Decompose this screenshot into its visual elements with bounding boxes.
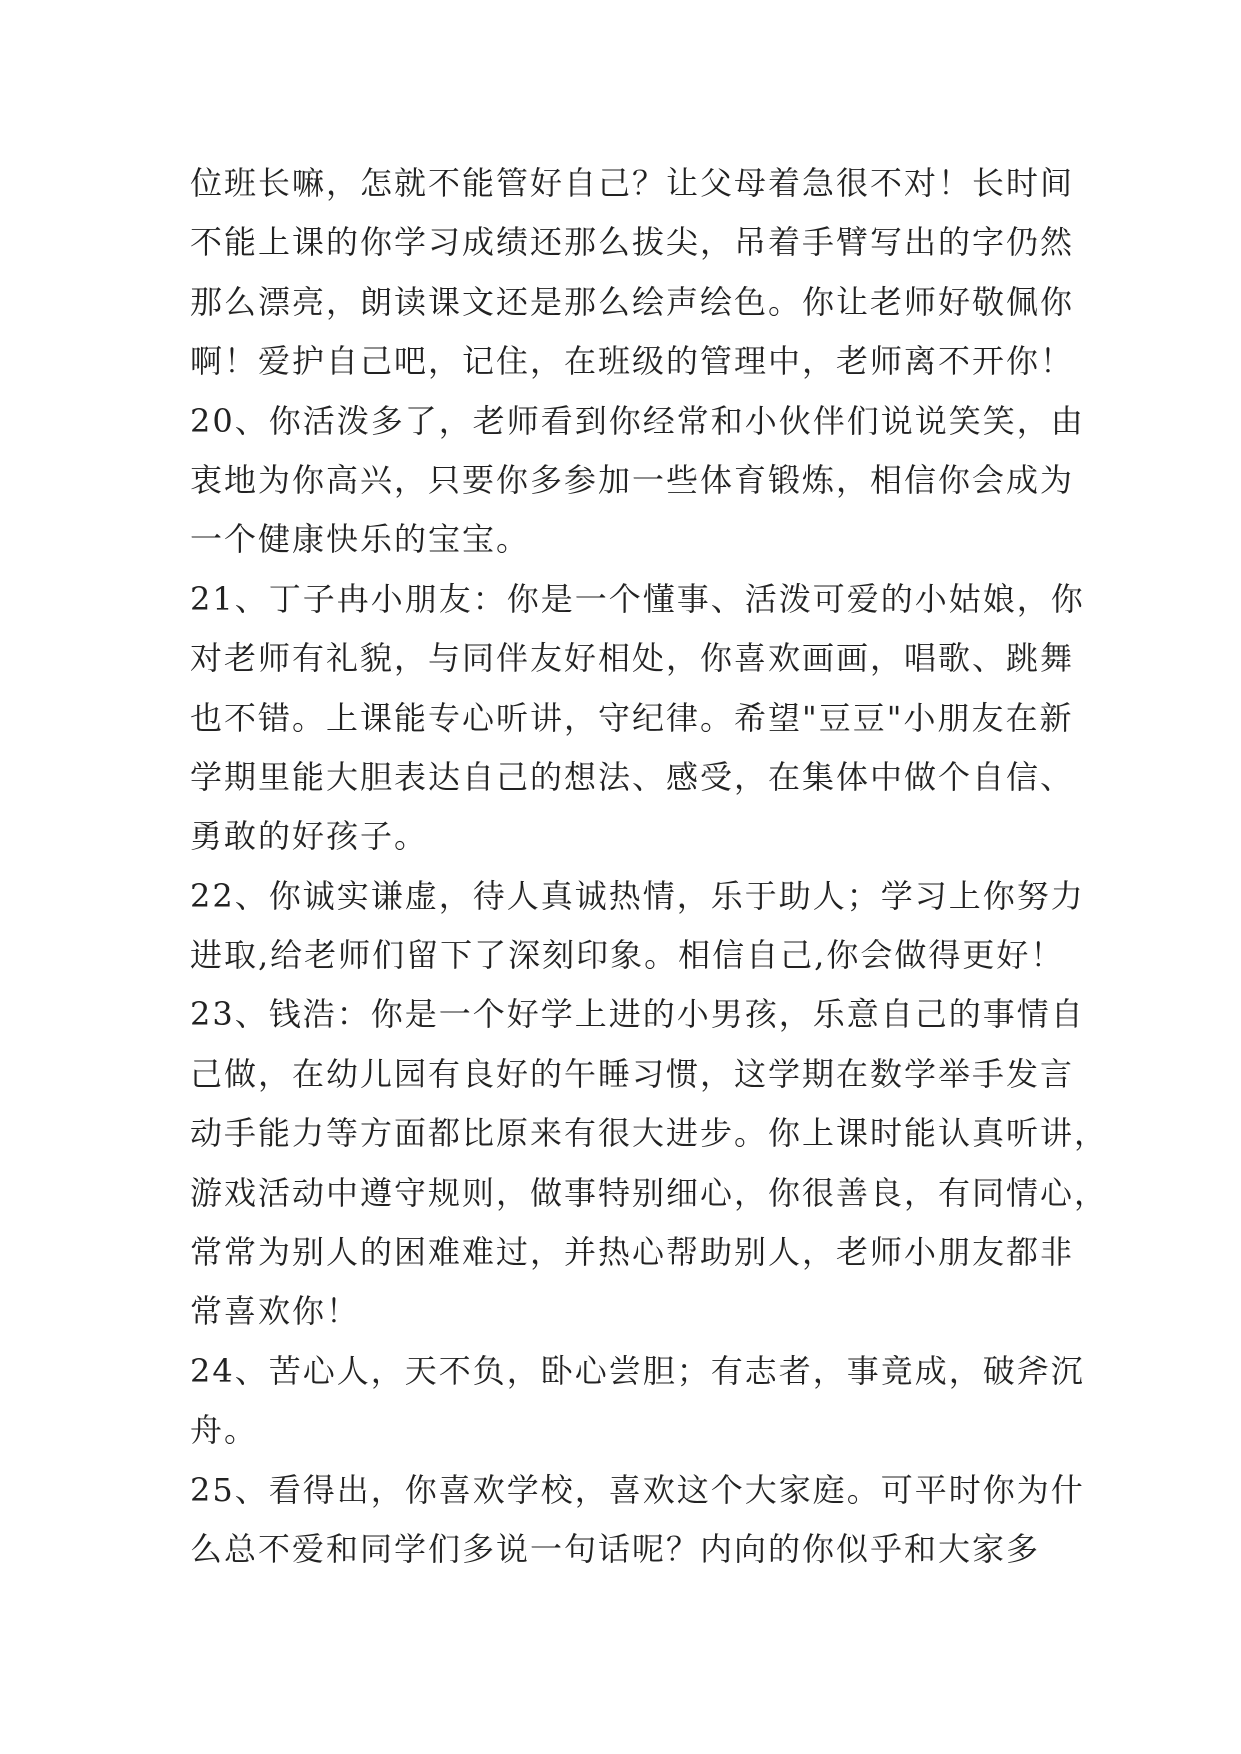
text-line: 己做，在幼儿园有良好的午睡习惯，这学期在数学举手发言 <box>190 1054 1075 1093</box>
text-line: 对老师有礼貌，与同伴友好相处，你喜欢画画，唱歌、跳舞 <box>190 639 1075 678</box>
text-line: 不能上课的你学习成绩还那么拔尖，吊着手臂写出的字仍然 <box>190 223 1075 262</box>
text-line: 也不错。上课能专心听讲，守纪律。希望"豆豆"小朋友在新 <box>190 698 1074 737</box>
text-line: 位班长嘛，怎就不能管好自己？让父母着急很不对！长时间 <box>190 164 1075 202</box>
text-line: 学期里能大胆表达自己的想法、感受，在集体中做个自信、 <box>190 757 1075 796</box>
text-line: 那么漂亮，朗读课文还是那么绘声绘色。你让老师好敬佩你 <box>190 282 1075 321</box>
text-line: 23、钱浩：你是一个好学上进的小男孩，乐意自己的事情自 <box>190 995 1085 1034</box>
text-line: 一个健康快乐的宝宝。 <box>190 520 531 559</box>
text-line: 游戏活动中遵守规则，做事特别细心，你很善良，有同情心， <box>190 1173 1109 1212</box>
text-line: 24、苦心人，天不负，卧心尝胆；有志者，事竟成，破斧沉 <box>190 1351 1085 1390</box>
text-line: 衷地为你高兴，只要你多参加一些体育锻炼，相信你会成为 <box>190 460 1075 499</box>
text-line: 啊！爱护自己吧，记住，在班级的管理中，老师离不开你！ <box>190 342 1075 381</box>
text-line: 25、看得出，你喜欢学校，喜欢这个大家庭。可平时你为什 <box>190 1470 1085 1509</box>
text-line: 常常为别人的困难难过，并热心帮助别人，老师小朋友都非 <box>190 1233 1075 1272</box>
text-line: 常喜欢你！ <box>190 1292 361 1331</box>
text-line: 勇敢的好孩子。 <box>190 817 429 856</box>
text-line: 么总不爱和同学们多说一句话呢？内向的你似乎和大家多 <box>190 1529 1041 1568</box>
text-line: 舟。 <box>190 1411 259 1450</box>
text-line: 进取,给老师们留下了深刻印象。相信自己,你会做得更好！ <box>190 936 1065 975</box>
text-line: 21、丁子冉小朋友：你是一个懂事、活泼可爱的小姑娘，你 <box>190 579 1085 618</box>
body-text <box>190 154 1109 1579</box>
text-line: 22、你诚实谦虚，待人真诚热情，乐于助人；学习上你努力 <box>190 876 1085 915</box>
text-line: 20、你活泼多了，老师看到你经常和小伙伴们说说笑笑，由 <box>190 401 1085 440</box>
text-line: 动手能力等方面都比原来有很大进步。你上课时能认真听讲， <box>190 1114 1109 1153</box>
